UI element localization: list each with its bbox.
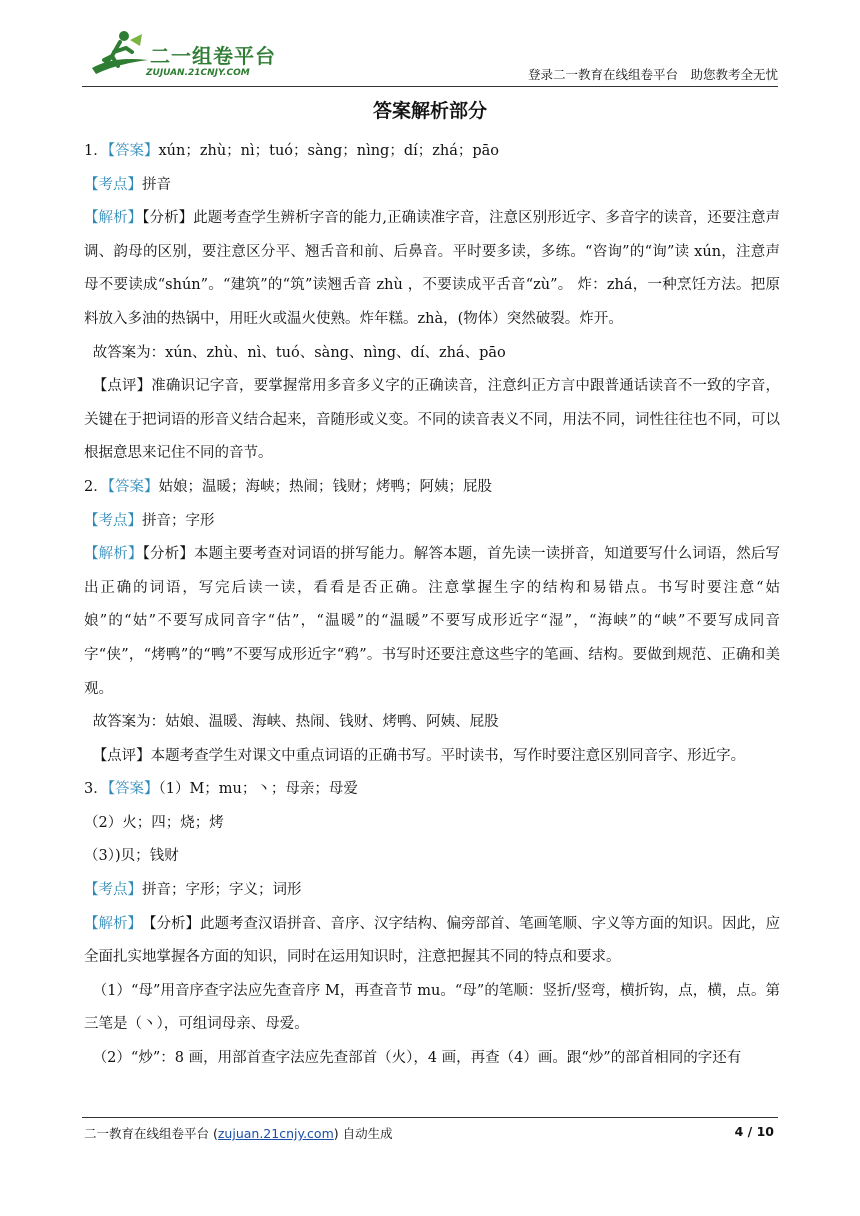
q2-number: 2．	[84, 478, 108, 495]
logo-subtitle: ZUJUAN.21CNJY.COM	[146, 68, 250, 78]
q3-answer: （1）M；mu；丶；母亲；母爱	[158, 781, 358, 798]
q2-point: 拼音；字形	[142, 512, 215, 529]
page-header	[0, 0, 860, 90]
q3-sub2: （2）“炒”：8 画，用部首查字法应先查部首（火），4 画，再查（4）画。跟“炒”的部首相同的字还有	[92, 1050, 742, 1067]
q1-answer-line	[84, 135, 780, 169]
q3-analysis: 【分析】此题考查汉语拼音、音序、汉字结构、偏旁部首、笔画笔顺、字义等方面的知识。因此，应全面扎实地掌握各方面的知识，同时在运用知识时，注意把握其不同的特点和要求。	[84, 915, 780, 966]
analysis-label: 【解析】	[84, 546, 143, 563]
q3-answer-2: （2）火；四；烧；烤	[84, 814, 224, 831]
q3-number: 3．	[84, 781, 108, 798]
runner-logo-icon	[84, 30, 154, 86]
header-slogan: 登录二一教育在线组卷平台 助您教考全无忧	[527, 67, 778, 82]
point-label: 【考点】	[84, 882, 142, 899]
answer-label: 【答案】	[107, 143, 159, 159]
analysis-label: 【解析】	[84, 915, 135, 932]
logo[interactable]	[84, 30, 274, 86]
logo-title: 二一组卷平台	[150, 44, 276, 68]
answer-label: 【答案】	[107, 781, 159, 798]
q2-answer: 姑娘；温暖；海峡；热闹；钱财；烤鸭；阿姨；屁股	[158, 478, 492, 495]
q1-answer: xún；zhù；nì；tuó；sàng；nìng；dí；zhá；pāo	[158, 143, 500, 159]
q3-point-line	[84, 874, 780, 908]
q2-analysis-line	[84, 538, 780, 706]
q2-answer-line	[84, 471, 780, 505]
answer-content	[84, 135, 780, 1076]
q2-comment: 【点评】本题考查学生对课文中重点词语的正确书写。平时读书，写作时要注意区别同音字、形近字。	[92, 747, 746, 764]
footer-divider	[82, 1117, 778, 1118]
footer-link[interactable]: zujuan.21cnjy.com	[217, 1126, 334, 1141]
q1-point: 拼音	[142, 176, 171, 193]
page-title: 答案解析部分	[372, 100, 487, 122]
q3-answer-line	[84, 773, 780, 807]
q3-answer-3: （3）)贝；钱财	[84, 848, 179, 865]
q1-comment: 【点评】准确识记字音，要掌握常用多音多义字的正确读音，注意纠正方言中跟普通话读音不一致的字音，关键在于把词语的形音义结合起来，音随形或义变。不同的读音表义不同，用法不同，词性往往也不同，可以根据意思来记住不同的音节。	[84, 378, 780, 462]
footer-prefix: 二一教育在线组卷平台 (	[84, 1126, 218, 1141]
q1-number: 1．	[84, 143, 108, 159]
q1-analysis-line	[84, 202, 780, 336]
q2-final: 故答案为：姑娘、温暖、海峡、热闹、钱财、烤鸭、阿姨、屁股	[92, 714, 499, 731]
q2-analysis: 【分析】本题主要考查对词语的拼写能力。解答本题，首先读一读拼音，知道要写什么词语，然后写出正确的词语，写完后读一读，看看是否正确。注意掌握生字的结构和易错点。书写时要注意“姑娘”的“姑”不要写成同音字“估”，“温暖”的“温暖”不要写成形近字“湿”，“海峡”的“峡”不要写成同音字“侠”，“烤鸭”的“鸭”不要写成形近字“鸦”。书写时还要注意这些字的笔画、结构。要做到规范、正确和美观。	[84, 546, 781, 697]
q3-analysis-line	[84, 908, 780, 975]
point-label: 【考点】	[84, 512, 142, 529]
q1-final: 故答案为：xún、zhù、nì、tuó、sàng、nìng、dí、zhá、pāo	[92, 344, 506, 361]
footer-source	[84, 1124, 393, 1142]
footer-suffix: ) 自动生成	[333, 1126, 393, 1141]
q1-analysis: 【分析】此题考查学生辨析字音的能力,正确读准字音，注意区别形近字、多音字的读音，还要注意声调、韵母的区别，要注意区分平、翘舌音和前、后鼻音。平时要多读，多练。“咨询”的“询”读 xún，注意声母不要读成“shún”。“建筑”的“筑”读翘舌音 zhù ，不要读成平舌音“zù”。 炸：zhá，一种烹饪方法。把原料放入多油的热锅中，用旺火或温火使熟。炸年糕。zhà，(物体）突然破裂。炸开。	[84, 210, 781, 327]
answer-label: 【答案】	[107, 478, 159, 495]
point-label: 【考点】	[84, 176, 142, 193]
page-number: 4 / 10	[734, 1124, 774, 1139]
analysis-label: 【解析】	[84, 210, 143, 227]
q3-sub1: （1）“母”用音序查字法应先查音序 M，再查音节 mu。“母”的笔顺：竖折/竖弯，横折钩，点，横，点。第三笔是（丶），可组词母亲、母爱。	[84, 982, 780, 1033]
q3-point: 拼音；字形；字义；词形	[142, 882, 302, 899]
header-divider	[82, 86, 778, 87]
q2-point-line	[84, 505, 780, 539]
q1-point-line	[84, 169, 780, 203]
